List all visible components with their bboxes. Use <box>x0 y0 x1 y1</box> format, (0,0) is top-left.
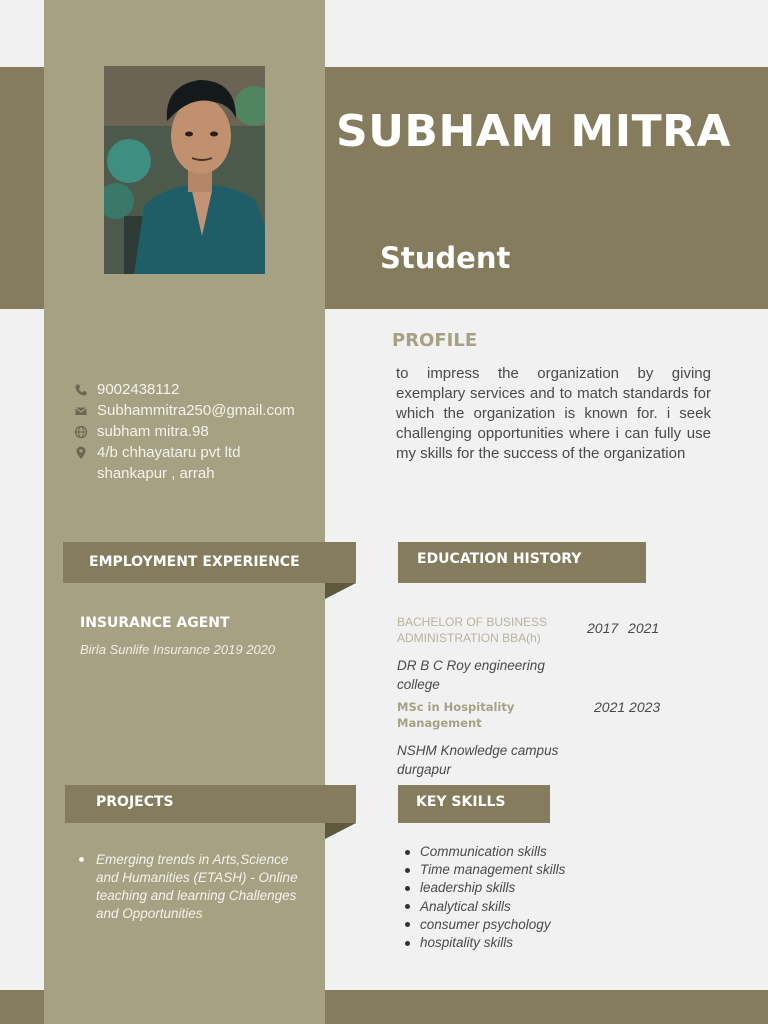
skill-text: Time management skills <box>420 862 566 878</box>
candidate-role: Student <box>380 241 511 275</box>
bullet-dot <box>405 868 410 873</box>
contact-block <box>74 379 324 484</box>
project-item <box>78 851 298 923</box>
skill-item <box>403 898 565 916</box>
contact-address-cont <box>74 463 324 484</box>
skill-text: hospitality skills <box>420 935 514 951</box>
phone-icon <box>74 383 88 397</box>
phone-number: 9002438112 <box>97 381 180 398</box>
social-handle: subham mitra.98 <box>97 423 209 440</box>
education-school-1: DR B C Roy engineering college <box>397 658 545 692</box>
education-heading: EDUCATION HISTORY <box>398 542 646 583</box>
education-degree-2: MSc in Hospitality Management <box>397 700 515 730</box>
address-line-2: shankapur , arrah <box>97 465 215 482</box>
profile-summary: to impress the organization by giving exemplary services and to match standards for which the organization is known for. i seek challenging opportunities where i can fully use my skills for the success of the organization <box>396 365 711 462</box>
employment-ribbon-fold <box>325 583 356 599</box>
contact-social <box>74 421 324 442</box>
address-line-1: 4/b chhayataru pvt ltd <box>97 444 241 461</box>
contact-phone <box>74 379 324 400</box>
bullet-dot <box>405 904 410 909</box>
employment-heading: EMPLOYMENT EXPERIENCE <box>63 542 356 583</box>
profile-heading: PROFILE <box>392 330 478 351</box>
bullet-dot <box>405 922 410 927</box>
bullet-dot <box>405 886 410 891</box>
skill-text: consumer psychology <box>420 916 551 932</box>
skill-text: Communication skills <box>420 844 547 859</box>
email-address: Subhammitra250@gmail.com <box>97 402 295 419</box>
profile-photo <box>104 66 265 274</box>
bullet-dot <box>405 850 410 855</box>
education-school-2: NSHM Knowledge campus durgapur <box>397 743 559 777</box>
skills-heading: KEY SKILLS <box>398 785 550 823</box>
contact-email <box>74 400 324 421</box>
skills-list <box>403 843 565 952</box>
skill-item <box>403 934 565 952</box>
job-title: INSURANCE AGENT <box>80 615 230 631</box>
location-pin-icon <box>74 446 88 460</box>
contact-address <box>74 442 324 463</box>
skill-item <box>403 879 565 897</box>
skill-text: Analytical skills <box>420 898 511 914</box>
projects-ribbon-fold <box>325 823 356 839</box>
skill-item <box>403 861 565 879</box>
education-years-2: 2021 2023 <box>594 699 661 715</box>
candidate-name: SUBHAM MITRA <box>336 106 732 157</box>
skill-item <box>403 843 565 861</box>
project-text: Emerging trends in Arts,Science and Humanities (ETASH) - Online teaching and learning Challenges and Opportunities <box>96 852 298 921</box>
education-degree-1: BACHELOR OF BUSINESS ADMINISTRATION BBA(h) <box>397 615 548 645</box>
skill-text: leadership skills <box>420 880 516 896</box>
job-detail: Birla Sunlife Insurance 2019 2020 <box>80 642 276 657</box>
mail-icon <box>74 404 88 418</box>
education-years-1: 2017 2021 <box>587 620 660 636</box>
bullet-dot <box>79 857 84 862</box>
globe-icon <box>74 425 88 439</box>
projects-list <box>78 851 298 923</box>
projects-heading: PROJECTS <box>65 785 356 823</box>
bullet-dot <box>405 941 410 946</box>
skill-item <box>403 916 565 934</box>
